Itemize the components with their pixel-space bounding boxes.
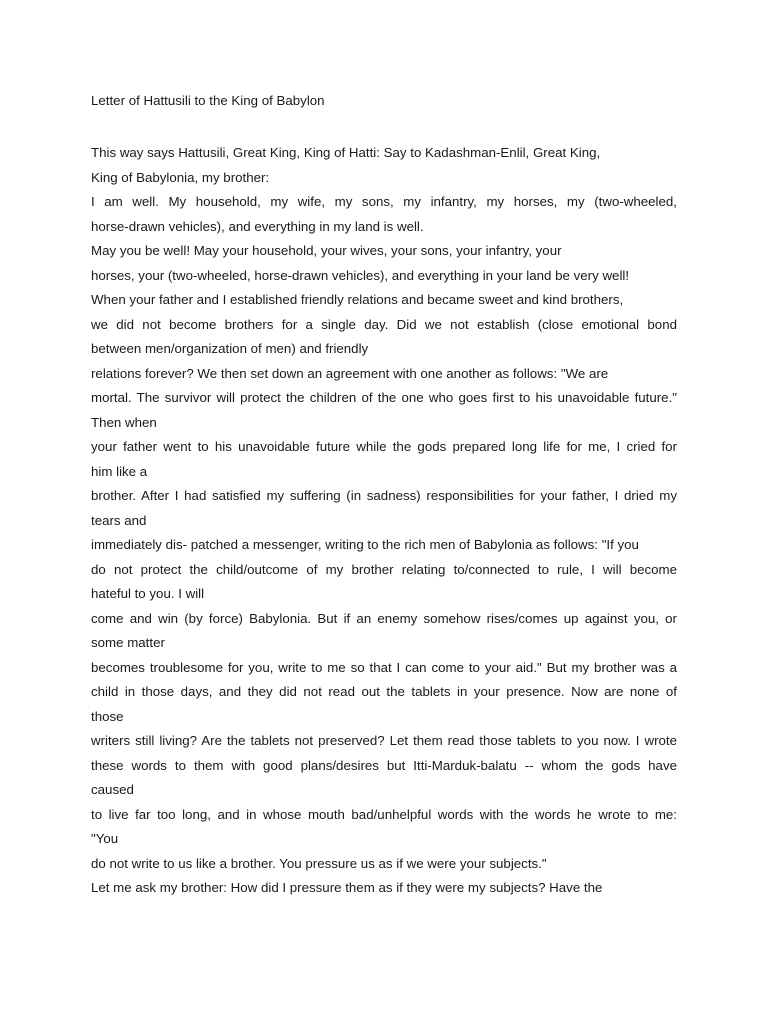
text-line: those xyxy=(91,708,124,724)
text-line: we did not become brothers for a single day. Did we not establish (close emotional bond xyxy=(91,316,677,332)
text-line: King of Babylonia, my brother: xyxy=(91,169,270,185)
text-line: "You xyxy=(91,831,119,846)
text-line: these words to them with good plans/desires but Itti-Marduk-balatu -- whom the gods have xyxy=(91,757,677,773)
document-title: Letter of Hattusili to the King of Babylon xyxy=(91,93,325,108)
text-line: immediately dis- patched a messenger, writing to the rich men of Babylonia as follows: "If you xyxy=(91,537,639,552)
text-line: writers still living? Are the tablets not preserved? Let them read those tablets to you now. I wrote xyxy=(91,733,677,748)
text-line: Let me ask my brother: How did I pressure them as if they were my subjects? Have the xyxy=(91,880,603,895)
text-line: tears and xyxy=(91,512,147,528)
text-line: hateful to you. I will xyxy=(91,586,205,601)
text-line: do not protect the child/outcome of my brother relating to/connected to rule, I will become xyxy=(91,561,677,577)
text-line: caused xyxy=(91,782,134,797)
text-line: When your father and I established friendly relations and became sweet and kind brothers, xyxy=(91,292,624,307)
text-line: This way says Hattusili, Great King, King of Hatti: Say to Kadashman-Enlil, Great King, xyxy=(91,145,601,160)
text-line: May you be well! May your household, your wives, your sons, your infantry, your xyxy=(91,243,562,258)
text-line: Then when xyxy=(91,414,157,430)
text-line: relations forever? We then set down an agreement with one another as follows: "We are xyxy=(91,365,609,381)
text-line: between men/organization of men) and friendly xyxy=(91,341,369,356)
text-line: do not write to us like a brother. You pressure us as if we were your subjects." xyxy=(91,855,547,871)
text-line: child in those days, and they did not read out the tablets in your presence. Now are none of xyxy=(91,684,677,699)
text-line: some matter xyxy=(91,635,165,650)
text-line: to live far too long, and in whose mouth bad/unhelpful words with the words he wrote to me: xyxy=(91,806,677,822)
text-line: your father went to his unavoidable future while the gods prepared long life for me, I cried for xyxy=(91,439,677,454)
letter-body xyxy=(91,141,677,901)
text-line: I am well. My household, my wife, my sons, my infantry, my horses, my (two-wheeled, xyxy=(91,194,677,209)
text-line: come and win (by force) Babylonia. But if an enemy somehow rises/comes up against you, or xyxy=(91,610,677,626)
text-line: horse-drawn vehicles), and everything in my land is well. xyxy=(91,218,424,234)
text-line: horses, your (two-wheeled, horse-drawn vehicles), and everything in your land be very well! xyxy=(91,267,630,283)
text-line: brother. After I had satisfied my suffering (in sadness) responsibilities for your father, I dried my xyxy=(91,488,677,503)
text-line: mortal. The survivor will protect the children of the one who goes first to his unavoidable future." xyxy=(91,390,677,405)
text-line: becomes troublesome for you, write to me so that I can come to your aid." But my brother was a xyxy=(91,659,677,675)
text-line: him like a xyxy=(91,463,148,479)
